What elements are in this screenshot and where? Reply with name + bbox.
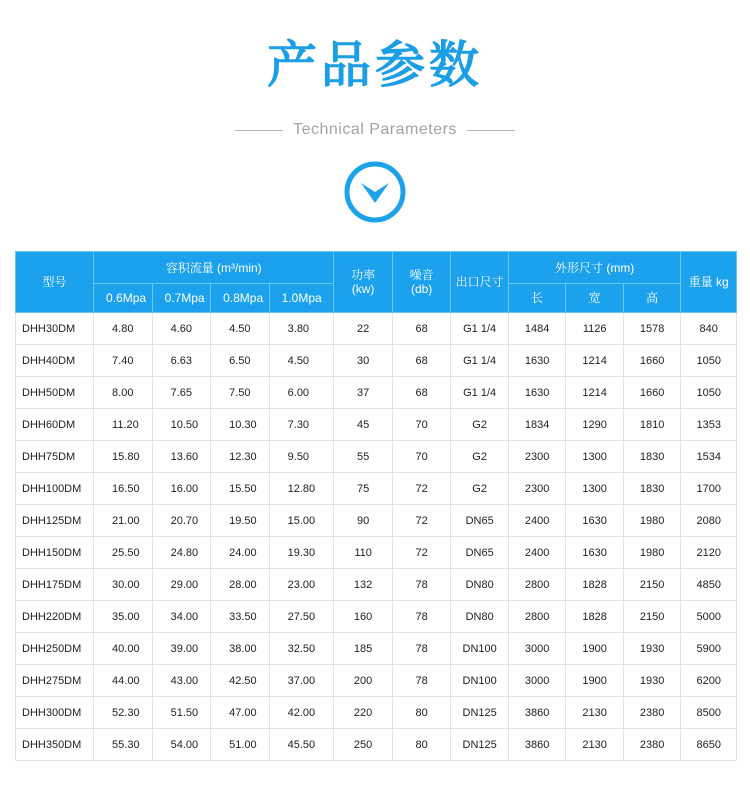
table-row — [16, 313, 737, 345]
cell-length: 2800 — [508, 601, 566, 633]
technical-parameters-table — [15, 251, 737, 761]
cell-outlet: DN80 — [451, 601, 509, 633]
cell-outlet: DN65 — [451, 505, 509, 537]
cell-height: 2380 — [623, 729, 681, 761]
cell-flow-0-8: 4.50 — [211, 313, 270, 345]
cell-width: 1828 — [566, 601, 624, 633]
header-dimensions: 外形尺寸 (mm) — [508, 252, 681, 284]
cell-flow-0-6: 8.00 — [94, 377, 153, 409]
cell-length: 1630 — [508, 345, 566, 377]
header-power: 功率 (kw) — [334, 252, 393, 313]
cell-weight: 1050 — [681, 377, 737, 409]
cell-height: 1830 — [623, 473, 681, 505]
cell-outlet: G2 — [451, 473, 509, 505]
subtitle-divider-left — [235, 130, 283, 131]
cell-model: DHH300DM — [16, 697, 94, 729]
cell-noise: 78 — [392, 633, 451, 665]
cell-width: 1126 — [566, 313, 624, 345]
table-row — [16, 729, 737, 761]
cell-flow-0-8: 6.50 — [211, 345, 270, 377]
cell-model: DHH30DM — [16, 313, 94, 345]
cell-width: 1900 — [566, 665, 624, 697]
cell-length: 3860 — [508, 697, 566, 729]
table-row — [16, 441, 737, 473]
cell-power: 200 — [334, 665, 393, 697]
cell-height: 2380 — [623, 697, 681, 729]
cell-flow-0-6: 55.30 — [94, 729, 153, 761]
cell-length: 3000 — [508, 665, 566, 697]
cell-weight: 1050 — [681, 345, 737, 377]
cell-flow-0-6: 11.20 — [94, 409, 153, 441]
chevron-down-circle-icon — [344, 161, 406, 223]
cell-length: 1834 — [508, 409, 566, 441]
cell-outlet: G1 1/4 — [451, 313, 509, 345]
table-body — [16, 313, 737, 761]
cell-outlet: G2 — [451, 441, 509, 473]
cell-flow-0-7: 13.60 — [152, 441, 211, 473]
cell-flow-0-6: 4.80 — [94, 313, 153, 345]
cell-model: DHH60DM — [16, 409, 94, 441]
cell-flow-1-0: 3.80 — [269, 313, 334, 345]
cell-model: DHH350DM — [16, 729, 94, 761]
cell-model: DHH250DM — [16, 633, 94, 665]
cell-noise: 72 — [392, 505, 451, 537]
header-weight: 重量 kg — [681, 252, 737, 313]
cell-flow-0-7: 39.00 — [152, 633, 211, 665]
table-row — [16, 473, 737, 505]
cell-power: 75 — [334, 473, 393, 505]
cell-width: 1630 — [566, 505, 624, 537]
cell-width: 1900 — [566, 633, 624, 665]
cell-power: 250 — [334, 729, 393, 761]
cell-flow-0-8: 38.00 — [211, 633, 270, 665]
cell-flow-0-8: 7.50 — [211, 377, 270, 409]
header-height: 高 — [623, 284, 681, 313]
cell-flow-1-0: 12.80 — [269, 473, 334, 505]
cell-power: 185 — [334, 633, 393, 665]
page-subtitle: Technical Parameters — [293, 121, 457, 138]
cell-length: 2300 — [508, 473, 566, 505]
cell-model: DHH100DM — [16, 473, 94, 505]
cell-flow-0-6: 52.30 — [94, 697, 153, 729]
cell-flow-0-6: 35.00 — [94, 601, 153, 633]
cell-weight: 5900 — [681, 633, 737, 665]
cell-length: 2300 — [508, 441, 566, 473]
cell-flow-0-7: 51.50 — [152, 697, 211, 729]
cell-flow-0-7: 29.00 — [152, 569, 211, 601]
cell-height: 1660 — [623, 345, 681, 377]
cell-model: DHH275DM — [16, 665, 94, 697]
cell-weight: 5000 — [681, 601, 737, 633]
cell-flow-1-0: 6.00 — [269, 377, 334, 409]
cell-height: 1930 — [623, 633, 681, 665]
cell-length: 2400 — [508, 537, 566, 569]
cell-noise: 78 — [392, 569, 451, 601]
cell-flow-1-0: 32.50 — [269, 633, 334, 665]
cell-model: DHH220DM — [16, 601, 94, 633]
cell-model: DHH40DM — [16, 345, 94, 377]
cell-width: 1290 — [566, 409, 624, 441]
cell-flow-0-7: 54.00 — [152, 729, 211, 761]
cell-power: 160 — [334, 601, 393, 633]
cell-noise: 68 — [392, 345, 451, 377]
table-row — [16, 601, 737, 633]
cell-weight: 1353 — [681, 409, 737, 441]
subtitle-row — [0, 118, 750, 142]
table-row — [16, 633, 737, 665]
cell-model: DHH50DM — [16, 377, 94, 409]
cell-flow-0-7: 43.00 — [152, 665, 211, 697]
cell-flow-0-6: 16.50 — [94, 473, 153, 505]
cell-flow-1-0: 15.00 — [269, 505, 334, 537]
cell-flow-1-0: 45.50 — [269, 729, 334, 761]
cell-flow-0-6: 30.00 — [94, 569, 153, 601]
cell-flow-0-7: 34.00 — [152, 601, 211, 633]
table-row — [16, 665, 737, 697]
cell-width: 1828 — [566, 569, 624, 601]
cell-weight: 2120 — [681, 537, 737, 569]
subtitle-divider-right — [467, 130, 515, 131]
cell-height: 1578 — [623, 313, 681, 345]
cell-outlet: G2 — [451, 409, 509, 441]
cell-noise: 72 — [392, 473, 451, 505]
table-row — [16, 345, 737, 377]
cell-weight: 8500 — [681, 697, 737, 729]
cell-flow-0-7: 24.80 — [152, 537, 211, 569]
cell-length: 3860 — [508, 729, 566, 761]
cell-height: 1980 — [623, 505, 681, 537]
cell-height: 1810 — [623, 409, 681, 441]
cell-flow-1-0: 9.50 — [269, 441, 334, 473]
cell-weight: 4850 — [681, 569, 737, 601]
cell-power: 30 — [334, 345, 393, 377]
table-row — [16, 537, 737, 569]
cell-flow-1-0: 7.30 — [269, 409, 334, 441]
cell-length: 1484 — [508, 313, 566, 345]
cell-flow-0-7: 10.50 — [152, 409, 211, 441]
cell-flow-0-8: 28.00 — [211, 569, 270, 601]
cell-flow-0-8: 24.00 — [211, 537, 270, 569]
cell-flow-0-8: 33.50 — [211, 601, 270, 633]
page-title: 产品参数 — [267, 36, 483, 94]
header-noise: 噪音 (db) — [392, 252, 451, 313]
cell-flow-1-0: 19.30 — [269, 537, 334, 569]
cell-noise: 80 — [392, 729, 451, 761]
cell-power: 22 — [334, 313, 393, 345]
cell-flow-0-6: 40.00 — [94, 633, 153, 665]
cell-width: 1300 — [566, 441, 624, 473]
cell-noise: 78 — [392, 665, 451, 697]
cell-flow-0-8: 12.30 — [211, 441, 270, 473]
cell-outlet: DN100 — [451, 633, 509, 665]
cell-power: 55 — [334, 441, 393, 473]
cell-weight: 840 — [681, 313, 737, 345]
cell-weight: 2080 — [681, 505, 737, 537]
header-length: 长 — [508, 284, 566, 313]
header-outlet: 出口尺寸 — [451, 252, 509, 313]
cell-power: 90 — [334, 505, 393, 537]
header-model: 型号 — [16, 252, 94, 313]
cell-model: DHH175DM — [16, 569, 94, 601]
cell-height: 2150 — [623, 569, 681, 601]
cell-outlet: G1 1/4 — [451, 345, 509, 377]
header-pressure-0-8: 0.8Mpa — [211, 284, 270, 313]
cell-model: DHH150DM — [16, 537, 94, 569]
cell-noise: 68 — [392, 377, 451, 409]
cell-noise: 72 — [392, 537, 451, 569]
cell-width: 1630 — [566, 537, 624, 569]
cell-flow-1-0: 4.50 — [269, 345, 334, 377]
cell-height: 2150 — [623, 601, 681, 633]
cell-flow-0-8: 47.00 — [211, 697, 270, 729]
cell-power: 132 — [334, 569, 393, 601]
cell-outlet: DN125 — [451, 729, 509, 761]
header-pressure-1-0: 1.0Mpa — [269, 284, 334, 313]
cell-flow-1-0: 23.00 — [269, 569, 334, 601]
header-pressure-0-6: 0.6Mpa — [94, 284, 153, 313]
table-row — [16, 377, 737, 409]
cell-flow-0-7: 6.63 — [152, 345, 211, 377]
cell-outlet: DN125 — [451, 697, 509, 729]
table-row — [16, 569, 737, 601]
cell-noise: 68 — [392, 313, 451, 345]
cell-weight: 6200 — [681, 665, 737, 697]
cell-noise: 80 — [392, 697, 451, 729]
cell-flow-1-0: 27.50 — [269, 601, 334, 633]
cell-flow-0-6: 25.50 — [94, 537, 153, 569]
cell-flow-1-0: 37.00 — [269, 665, 334, 697]
cell-flow-0-8: 42.50 — [211, 665, 270, 697]
cell-height: 1830 — [623, 441, 681, 473]
cell-flow-0-7: 4.60 — [152, 313, 211, 345]
cell-flow-0-6: 15.80 — [94, 441, 153, 473]
cell-power: 37 — [334, 377, 393, 409]
cell-width: 1214 — [566, 377, 624, 409]
cell-flow-0-6: 7.40 — [94, 345, 153, 377]
table-row — [16, 409, 737, 441]
cell-noise: 70 — [392, 409, 451, 441]
cell-width: 2130 — [566, 729, 624, 761]
cell-flow-0-8: 15.50 — [211, 473, 270, 505]
table-row — [16, 697, 737, 729]
cell-length: 3000 — [508, 633, 566, 665]
cell-flow-0-8: 10.30 — [211, 409, 270, 441]
cell-flow-0-7: 7.65 — [152, 377, 211, 409]
cell-outlet: G1 1/4 — [451, 377, 509, 409]
cell-power: 110 — [334, 537, 393, 569]
header-pressure-0-7: 0.7Mpa — [152, 284, 211, 313]
cell-flow-0-7: 20.70 — [152, 505, 211, 537]
cell-height: 1930 — [623, 665, 681, 697]
cell-width: 2130 — [566, 697, 624, 729]
cell-length: 1630 — [508, 377, 566, 409]
cell-model: DHH75DM — [16, 441, 94, 473]
cell-outlet: DN100 — [451, 665, 509, 697]
cell-width: 1214 — [566, 345, 624, 377]
cell-width: 1300 — [566, 473, 624, 505]
cell-weight: 1700 — [681, 473, 737, 505]
cell-weight: 1534 — [681, 441, 737, 473]
cell-flow-1-0: 42.00 — [269, 697, 334, 729]
cell-flow-0-8: 51.00 — [211, 729, 270, 761]
cell-weight: 8650 — [681, 729, 737, 761]
cell-flow-0-6: 21.00 — [94, 505, 153, 537]
cell-power: 220 — [334, 697, 393, 729]
cell-flow-0-8: 19.50 — [211, 505, 270, 537]
cell-flow-0-6: 44.00 — [94, 665, 153, 697]
cell-model: DHH125DM — [16, 505, 94, 537]
cell-length: 2800 — [508, 569, 566, 601]
cell-height: 1980 — [623, 537, 681, 569]
cell-height: 1660 — [623, 377, 681, 409]
cell-noise: 78 — [392, 601, 451, 633]
header-width: 宽 — [566, 284, 624, 313]
table-row — [16, 505, 737, 537]
cell-noise: 70 — [392, 441, 451, 473]
cell-flow-0-7: 16.00 — [152, 473, 211, 505]
cell-outlet: DN65 — [451, 537, 509, 569]
cell-length: 2400 — [508, 505, 566, 537]
header-flow: 容积流量 (m³/min) — [94, 252, 334, 284]
cell-power: 45 — [334, 409, 393, 441]
cell-outlet: DN80 — [451, 569, 509, 601]
